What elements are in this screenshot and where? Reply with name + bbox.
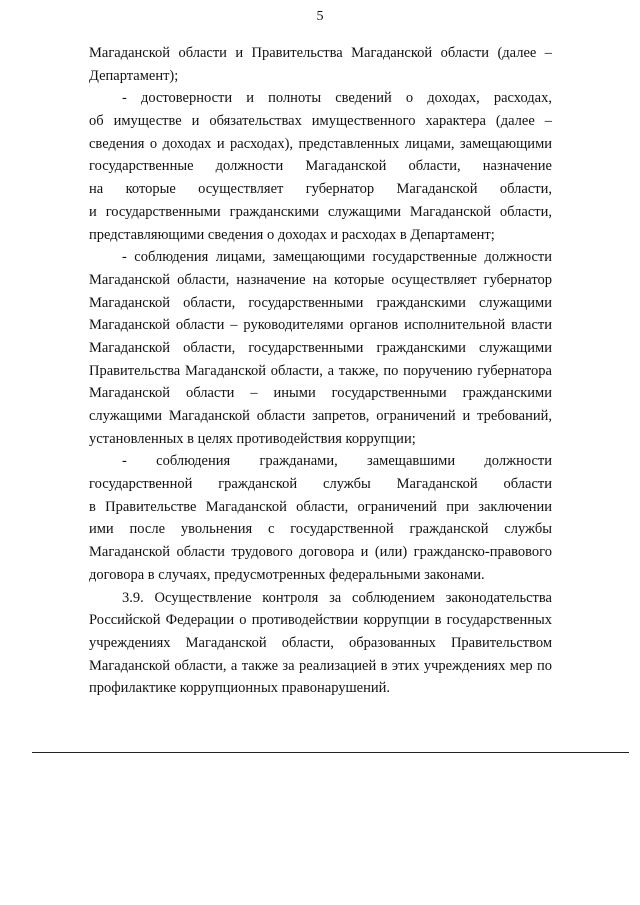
page-number: 5 [316,9,324,24]
text-line: служащими Магаданской области запретов, ограничений и требований, [89,408,552,424]
text-line: Магаданской области, назначение на которые осуществляет губернатор [89,271,552,288]
document-body [89,42,552,700]
text-line: сведения о доходах и расходах), представленных лицами, замещающими [89,135,552,152]
text-line: профилактике коррупционных правонарушений. [89,680,391,697]
text-line: Магаданской области, государственными гражданскими служащими [89,339,552,356]
text-line: ими после увольнения с государственной гражданской службы [89,521,552,538]
text-line: Российской Федерации о противодействии коррупции в государственных [89,612,552,629]
text-line: Правительства Магаданской области, а также, по поручению губернатора [89,362,552,379]
text-line: и государственными гражданскими служащими Магаданской области, [89,203,552,220]
text-line: договора в случаях, предусмотренных федеральными законами. [89,566,485,583]
text-line: установленных в целях противодействия коррупции; [89,430,416,447]
text-line: Магаданской области, а также за реализацией в этих учреждениях мер по [89,657,552,674]
text-line: об имуществе и обязательствах имущественного характера (далее – [89,113,552,130]
text-line: Магаданской области – руководителями органов исполнительной власти [89,317,552,334]
text-line: государственные должности Магаданской области, назначение [89,158,552,175]
text-line: - соблюдения лицами, замещающими государственные должности [122,249,552,266]
text-line: государственной гражданской службы Магаданской области [89,476,552,493]
text-line: на которые осуществляет губернатор Магаданской области, [89,181,552,198]
text-line: в Правительстве Магаданской области, ограничений при заключении [89,498,552,515]
footer-divider [32,752,629,753]
text-line: учреждениях Магаданской области, образованных Правительством [89,634,552,651]
text-line: - соблюдения гражданами, замещавшими должности [122,453,552,470]
text-line: Департамент); [89,67,179,84]
text-line: Магаданской области, государственными гражданскими служащими [89,294,552,311]
text-line: представляющими сведения о доходах и расходах в Департамент; [89,226,495,243]
text-line: Магаданской области – иными государственными гражданскими [89,385,552,402]
text-line: - достоверности и полноты сведений о доходах, расходах, [122,90,552,107]
text-line: Магаданской области трудового договора и (или) гражданско-правового [89,544,552,561]
text-line: Магаданской области и Правительства Магаданской области (далее – [89,45,552,61]
text-line: 3.9. Осуществление контроля за соблюдением законодательства [122,589,552,606]
